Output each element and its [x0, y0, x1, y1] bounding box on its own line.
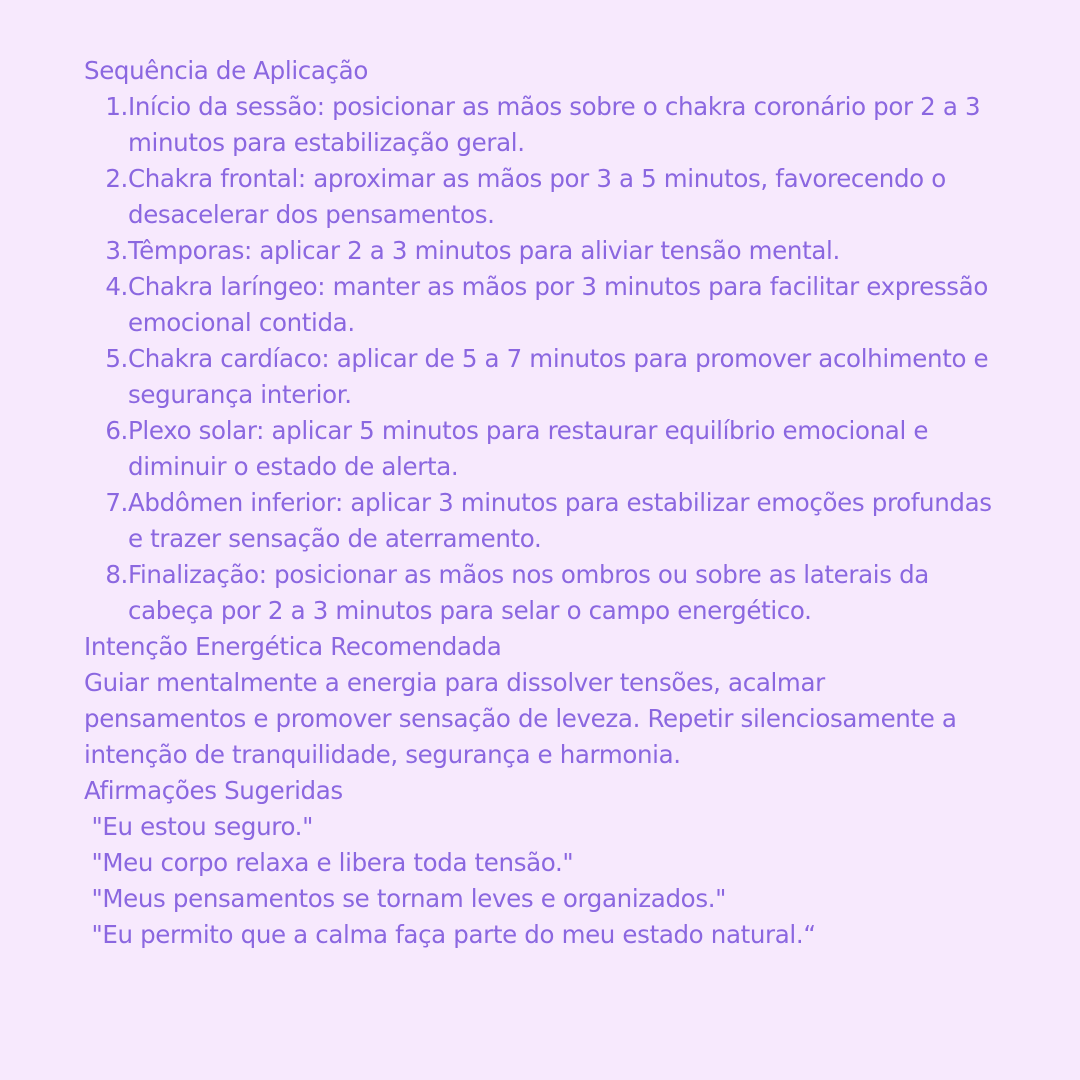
list-item: [84, 557, 1014, 629]
affirmation-item: "Meus pensamentos se tornam leves e organizados.": [84, 884, 727, 913]
document-page: [84, 53, 1014, 953]
step-text: Chakra frontal: aproximar as mãos por 3 a 5 minutos, favorecendo o desacelerar dos pensamentos.: [128, 164, 946, 229]
step-text: Têmporas: aplicar 2 a 3 minutos para aliviar tensão mental.: [128, 236, 840, 265]
affirmation-item: "Meu corpo relaxa e libera toda tensão.": [84, 848, 574, 877]
list-item: [84, 269, 1014, 341]
step-text: Abdômen inferior: aplicar 3 minutos para estabilizar emoções profundas e trazer sensação de aterramento.: [128, 488, 992, 553]
step-text: Chakra laríngeo: manter as mãos por 3 minutos para facilitar expressão emocional contida.: [128, 272, 988, 337]
step-number: 1.: [105, 92, 128, 121]
step-text: Plexo solar: aplicar 5 minutos para restaurar equilíbrio emocional e diminuir o estado de alerta.: [128, 416, 929, 481]
list-item: [84, 341, 1014, 413]
application-sequence-list: [84, 89, 1014, 629]
step-number: 7.: [105, 488, 128, 517]
list-item: [84, 233, 1014, 269]
affirmation-item: "Eu estou seguro.": [84, 812, 314, 841]
list-item: [84, 89, 1014, 161]
step-number: 2.: [105, 164, 128, 193]
intention-heading: Intenção Energética Recomendada: [84, 632, 502, 661]
list-item: [84, 161, 1014, 233]
step-text: Finalização: posicionar as mãos nos ombros ou sobre as laterais da cabeça por 2 a 3 minutos para selar o campo energético.: [128, 560, 929, 625]
step-number: 4.: [105, 272, 128, 301]
step-number: 8.: [105, 560, 128, 589]
sequence-heading: Sequência de Aplicação: [84, 56, 368, 85]
step-number: 3.: [105, 236, 128, 265]
affirmation-item: "Eu permito que a calma faça parte do meu estado natural.“: [84, 920, 816, 949]
step-text: Chakra cardíaco: aplicar de 5 a 7 minutos para promover acolhimento e segurança interior.: [128, 344, 989, 409]
affirmations-heading: Afirmações Sugeridas: [84, 776, 343, 805]
step-text: Início da sessão: posicionar as mãos sobre o chakra coronário por 2 a 3 minutos para estabilização geral.: [128, 92, 981, 157]
list-item: [84, 413, 1014, 485]
intention-paragraph: Guiar mentalmente a energia para dissolver tensões, acalmar pensamentos e promover sensação de leveza. Repetir silenciosamente a intenção de tranquilidade, segurança e harmonia.: [84, 668, 957, 769]
affirmations-list: [84, 809, 1014, 953]
list-item: [84, 485, 1014, 557]
step-number: 5.: [105, 344, 128, 373]
step-number: 6.: [105, 416, 128, 445]
